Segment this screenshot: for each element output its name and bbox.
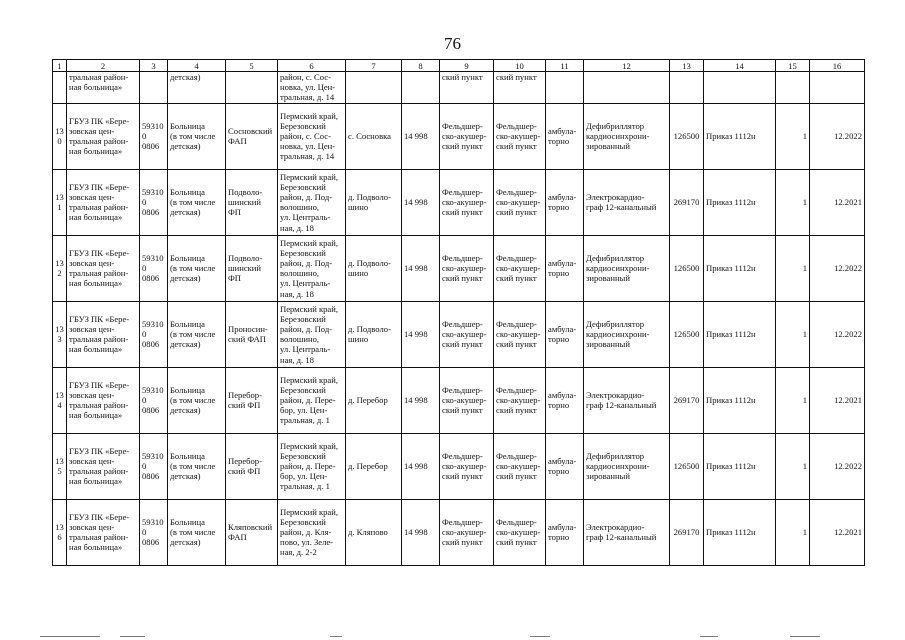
column-header: 10 xyxy=(494,60,546,72)
facility-cell: Фельдшер- ско-акушер- ский пункт xyxy=(440,169,494,235)
column-header: 15 xyxy=(776,60,810,72)
oktmo-cell: 14 998 xyxy=(402,433,440,499)
address-cell: район, с. Сос- новка, ул. Цен- тральная, д. 14 xyxy=(278,72,346,104)
address-cell: Пермский край, Березовский район, с. Сос- новка, ул. Цен- тральная, д. 14 xyxy=(278,103,346,169)
column-number-row xyxy=(53,60,865,72)
locality-cell: с. Сосновка xyxy=(346,103,402,169)
column-header: 5 xyxy=(226,60,278,72)
locality-cell: д. Подволо- шино xyxy=(346,235,402,301)
date-cell: 12.2022 xyxy=(810,235,865,301)
care-cell: амбула- торно xyxy=(546,367,584,433)
type-cell: Больница (в том числе детская) xyxy=(168,169,226,235)
column-header: 4 xyxy=(168,60,226,72)
table-row xyxy=(53,499,865,565)
scan-mark xyxy=(40,636,100,637)
care-cell: амбула- торно xyxy=(546,433,584,499)
equipment-cell: Дефибриллятор кардиосинхрони- зированный xyxy=(584,301,670,367)
price-cell: 269170 xyxy=(670,367,704,433)
org-cell: тральная район- ная больница» xyxy=(67,72,140,104)
code-cell: 593100 0806 xyxy=(140,367,168,433)
quantity-cell: 1 xyxy=(776,169,810,235)
facility-cell: Фельдшер- ско-акушер- ский пункт xyxy=(440,367,494,433)
column-header: 2 xyxy=(67,60,140,72)
equipment-cell: Дефибриллятор кардиосинхрони- зированный xyxy=(584,433,670,499)
date-cell: 12.2021 xyxy=(810,499,865,565)
type-cell: детская) xyxy=(168,72,226,104)
org-cell: ГБУЗ ПК «Бере- зовская цен- тральная район- ная больница» xyxy=(67,367,140,433)
address-cell: Пермский край, Березовский район, д. Под- волошино, ул. Централь- ная, д. 18 xyxy=(278,169,346,235)
quantity-cell: 1 xyxy=(776,103,810,169)
care-cell: амбула- торно xyxy=(546,301,584,367)
table-cell xyxy=(776,72,810,104)
price-cell: 126500 xyxy=(670,103,704,169)
oktmo-cell: 14 998 xyxy=(402,367,440,433)
org-cell: ГБУЗ ПК «Бере- зовская цен- тральная район- ная больница» xyxy=(67,301,140,367)
type-cell: Больница (в том числе детская) xyxy=(168,499,226,565)
table-cell xyxy=(810,72,865,104)
org-cell: ГБУЗ ПК «Бере- зовская цен- тральная район- ная больница» xyxy=(67,433,140,499)
scan-mark xyxy=(120,636,145,637)
order-cell: Приказ 1112н xyxy=(704,367,776,433)
equipment-cell: Электрокардио- граф 12-канальный xyxy=(584,169,670,235)
equipment-cell: Дефибриллятор кардиосинхрони- зированный xyxy=(584,103,670,169)
facility-cell: ский пункт xyxy=(440,72,494,104)
scan-mark xyxy=(330,636,342,637)
quantity-cell: 1 xyxy=(776,235,810,301)
code-cell: 593100 0806 xyxy=(140,301,168,367)
table-row xyxy=(53,367,865,433)
continuation-row xyxy=(53,72,865,104)
care-cell: амбула- торно xyxy=(546,103,584,169)
table-cell xyxy=(546,72,584,104)
unit-cell: Сосновский ФАП xyxy=(226,103,278,169)
equipment-cell: Электрокардио- граф 12-канальный xyxy=(584,367,670,433)
order-cell: Приказ 1112н xyxy=(704,301,776,367)
order-cell: Приказ 1112н xyxy=(704,169,776,235)
date-cell: 12.2022 xyxy=(810,433,865,499)
locality-cell: д. Подволо- шино xyxy=(346,301,402,367)
column-header: 9 xyxy=(440,60,494,72)
date-cell: 12.2021 xyxy=(810,169,865,235)
column-header: 3 xyxy=(140,60,168,72)
address-cell: Пермский край, Березовский район, д. Кля- пово, ул. Зеле- ная, д. 2-2 xyxy=(278,499,346,565)
org-cell: ГБУЗ ПК «Бере- зовская цен- тральная район- ная больница» xyxy=(67,103,140,169)
table-cell xyxy=(402,72,440,104)
type-cell: Больница (в том числе детская) xyxy=(168,433,226,499)
code-cell: 593100 0806 xyxy=(140,169,168,235)
column-header: 16 xyxy=(810,60,865,72)
column-header: 14 xyxy=(704,60,776,72)
code-cell: 593100 0806 xyxy=(140,433,168,499)
table-row xyxy=(53,169,865,235)
facility-cell: Фельдшер- ско-акушер- ский пункт xyxy=(494,169,546,235)
quantity-cell: 1 xyxy=(776,301,810,367)
table-cell xyxy=(53,72,67,104)
date-cell: 12.2022 xyxy=(810,103,865,169)
type-cell: Больница (в том числе детская) xyxy=(168,301,226,367)
code-cell: 593100 0806 xyxy=(140,235,168,301)
oktmo-cell: 14 998 xyxy=(402,169,440,235)
price-cell: 126500 xyxy=(670,235,704,301)
address-cell: Пермский край, Березовский район, д. Под- волошино, ул. Централь- ная, д. 18 xyxy=(278,235,346,301)
code-cell: 593100 0806 xyxy=(140,499,168,565)
column-header: 7 xyxy=(346,60,402,72)
order-cell: Приказ 1112н xyxy=(704,433,776,499)
facility-cell: ский пункт xyxy=(494,72,546,104)
equipment-register-table xyxy=(52,59,865,566)
type-cell: Больница (в том числе детская) xyxy=(168,367,226,433)
oktmo-cell: 14 998 xyxy=(402,235,440,301)
care-cell: амбула- торно xyxy=(546,499,584,565)
care-cell: амбула- торно xyxy=(546,169,584,235)
quantity-cell: 1 xyxy=(776,433,810,499)
oktmo-cell: 14 998 xyxy=(402,301,440,367)
facility-cell: Фельдшер- ско-акушер- ский пункт xyxy=(494,367,546,433)
facility-cell: Фельдшер- ско-акушер- ский пункт xyxy=(494,499,546,565)
scan-mark xyxy=(790,636,820,637)
table-cell xyxy=(670,72,704,104)
address-cell: Пермский край, Березовский район, д. Пере- бор, ул. Цен- тральная, д. 1 xyxy=(278,433,346,499)
table-row xyxy=(53,103,865,169)
locality-cell: д. Перебор xyxy=(346,433,402,499)
unit-cell: Подволо- шинский ФП xyxy=(226,235,278,301)
equipment-cell: Дефибриллятор кардиосинхрони- зированный xyxy=(584,235,670,301)
facility-cell: Фельдшер- ско-акушер- ский пункт xyxy=(440,103,494,169)
page-number: 76 xyxy=(444,34,461,53)
unit-cell: Перебор- ский ФП xyxy=(226,367,278,433)
code-cell: 593100 0806 xyxy=(140,103,168,169)
order-cell: Приказ 1112н xyxy=(704,235,776,301)
column-header: 1 xyxy=(53,60,67,72)
table-cell xyxy=(584,72,670,104)
unit-cell: Кляповский ФАП xyxy=(226,499,278,565)
column-header: 6 xyxy=(278,60,346,72)
facility-cell: Фельдшер- ско-акушер- ский пункт xyxy=(440,499,494,565)
locality-cell: д. Кляпово xyxy=(346,499,402,565)
facility-cell: Фельдшер- ско-акушер- ский пункт xyxy=(494,235,546,301)
org-cell: ГБУЗ ПК «Бере- зовская цен- тральная район- ная больница» xyxy=(67,235,140,301)
scan-mark xyxy=(700,636,718,637)
row-number-cell: 136 xyxy=(53,499,67,565)
row-number-cell: 133 xyxy=(53,301,67,367)
date-cell: 12.2021 xyxy=(810,367,865,433)
address-cell: Пермский край, Березовский район, д. Под- волошино, ул. Централь- ная, д. 18 xyxy=(278,301,346,367)
table-cell xyxy=(226,72,278,104)
facility-cell: Фельдшер- ско-акушер- ский пункт xyxy=(494,301,546,367)
unit-cell: Перебор- ский ФП xyxy=(226,433,278,499)
table-cell xyxy=(704,72,776,104)
table-cell xyxy=(346,72,402,104)
scan-footer-marks xyxy=(0,630,905,640)
org-cell: ГБУЗ ПК «Бере- зовская цен- тральная район- ная больница» xyxy=(67,169,140,235)
facility-cell: Фельдшер- ско-акушер- ский пункт xyxy=(494,103,546,169)
facility-cell: Фельдшер- ско-акушер- ский пункт xyxy=(440,235,494,301)
row-number-cell: 135 xyxy=(53,433,67,499)
table-row xyxy=(53,301,865,367)
price-cell: 126500 xyxy=(670,301,704,367)
order-cell: Приказ 1112н xyxy=(704,103,776,169)
column-header: 8 xyxy=(402,60,440,72)
row-number-cell: 131 xyxy=(53,169,67,235)
row-number-cell: 130 xyxy=(53,103,67,169)
equipment-cell: Электрокардио- граф 12-канальный xyxy=(584,499,670,565)
quantity-cell: 1 xyxy=(776,499,810,565)
address-cell: Пермский край, Березовский район, д. Пере- бор, ул. Цен- тральная, д. 1 xyxy=(278,367,346,433)
type-cell: Больница (в том числе детская) xyxy=(168,235,226,301)
date-cell: 12.2022 xyxy=(810,301,865,367)
care-cell: амбула- торно xyxy=(546,235,584,301)
facility-cell: Фельдшер- ско-акушер- ский пункт xyxy=(440,301,494,367)
price-cell: 269170 xyxy=(670,499,704,565)
unit-cell: Проносин- ский ФАП xyxy=(226,301,278,367)
row-number-cell: 132 xyxy=(53,235,67,301)
table-row xyxy=(53,235,865,301)
locality-cell: д. Подволо- шино xyxy=(346,169,402,235)
scan-mark xyxy=(530,636,550,637)
price-cell: 126500 xyxy=(670,433,704,499)
order-cell: Приказ 1112н xyxy=(704,499,776,565)
facility-cell: Фельдшер- ско-акушер- ский пункт xyxy=(440,433,494,499)
oktmo-cell: 14 998 xyxy=(402,103,440,169)
unit-cell: Подволо- шинский ФП xyxy=(226,169,278,235)
table-cell xyxy=(140,72,168,104)
locality-cell: д. Перебор xyxy=(346,367,402,433)
org-cell: ГБУЗ ПК «Бере- зовская цен- тральная район- ная больница» xyxy=(67,499,140,565)
oktmo-cell: 14 998 xyxy=(402,499,440,565)
type-cell: Больница (в том числе детская) xyxy=(168,103,226,169)
column-header: 12 xyxy=(584,60,670,72)
column-header: 11 xyxy=(546,60,584,72)
quantity-cell: 1 xyxy=(776,367,810,433)
table-row xyxy=(53,433,865,499)
column-header: 13 xyxy=(670,60,704,72)
facility-cell: Фельдшер- ско-акушер- ский пункт xyxy=(494,433,546,499)
price-cell: 269170 xyxy=(670,169,704,235)
row-number-cell: 134 xyxy=(53,367,67,433)
